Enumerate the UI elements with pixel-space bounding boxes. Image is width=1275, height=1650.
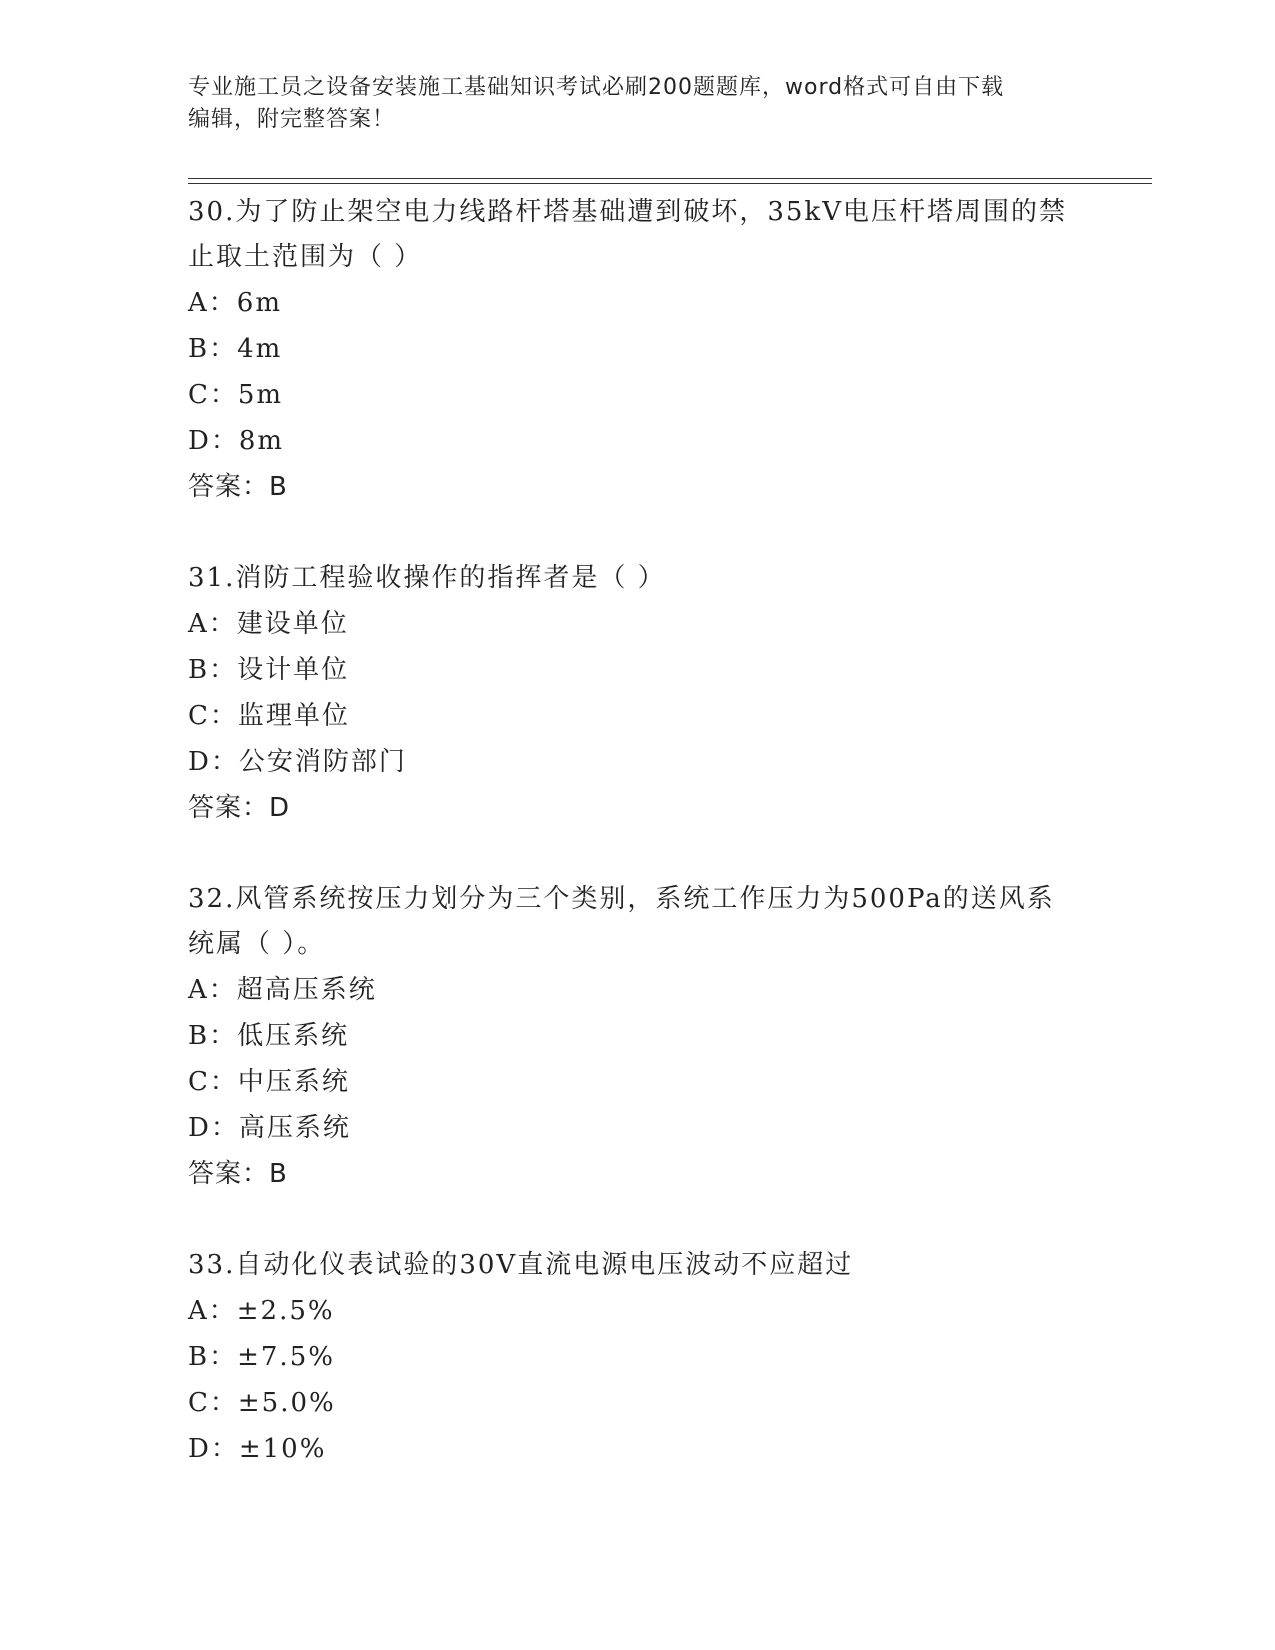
answer: 答案：B [188, 1159, 288, 1189]
option-c: C：监理单位 [188, 701, 350, 731]
option-b: B：低压系统 [188, 1021, 350, 1051]
option-c: C：±5.0% [188, 1388, 336, 1418]
question-stem-continued: 止取土范围为（ ） [188, 242, 423, 272]
spacer [188, 510, 1088, 556]
option-d: D：高压系统 [188, 1113, 351, 1143]
option-b: B：设计单位 [188, 655, 350, 685]
question-stem-continued: 统属（ ）。 [188, 929, 326, 959]
option-a: A：建设单位 [188, 609, 349, 639]
spacer [188, 831, 1088, 877]
option-b: B：4m [188, 334, 283, 364]
option-a: A：超高压系统 [188, 975, 377, 1005]
document-header [188, 72, 1068, 136]
question-stem: 31.消防工程验收操作的指挥者是（ ） [188, 563, 666, 593]
question-31 [188, 556, 1088, 831]
header-line-2: 编辑，附完整答案！ [188, 107, 396, 132]
option-d: D：8m [188, 426, 285, 456]
spacer [188, 1197, 1088, 1243]
header-divider-bottom [188, 183, 1152, 184]
option-c: C：5m [188, 380, 284, 410]
question-list [188, 190, 1088, 1472]
question-32 [188, 877, 1088, 1197]
header-divider-top [188, 178, 1152, 179]
question-33 [188, 1243, 1088, 1472]
option-d: D：±10% [188, 1434, 327, 1464]
question-stem: 30.为了防止架空电力线路杆塔基础遭到破坏，35kV电压杆塔周围的禁 [188, 197, 1067, 227]
answer: 答案：B [188, 472, 288, 502]
option-c: C：中压系统 [188, 1067, 350, 1097]
header-line-1: 专业施工员之设备安装施工基础知识考试必刷200题题库，word格式可自由下载 [188, 75, 1005, 100]
question-30 [188, 190, 1088, 510]
question-stem: 33.自动化仪表试验的30V直流电源电压波动不应超过 [188, 1250, 854, 1280]
option-d: D：公安消防部门 [188, 747, 407, 777]
question-stem: 32.风管系统按压力划分为三个类别，系统工作压力为500Pa的送风系 [188, 884, 1055, 914]
option-a: A：±2.5% [188, 1296, 335, 1326]
option-b: B：±7.5% [188, 1342, 335, 1372]
answer: 答案：D [188, 793, 291, 823]
option-a: A：6m [188, 288, 282, 318]
